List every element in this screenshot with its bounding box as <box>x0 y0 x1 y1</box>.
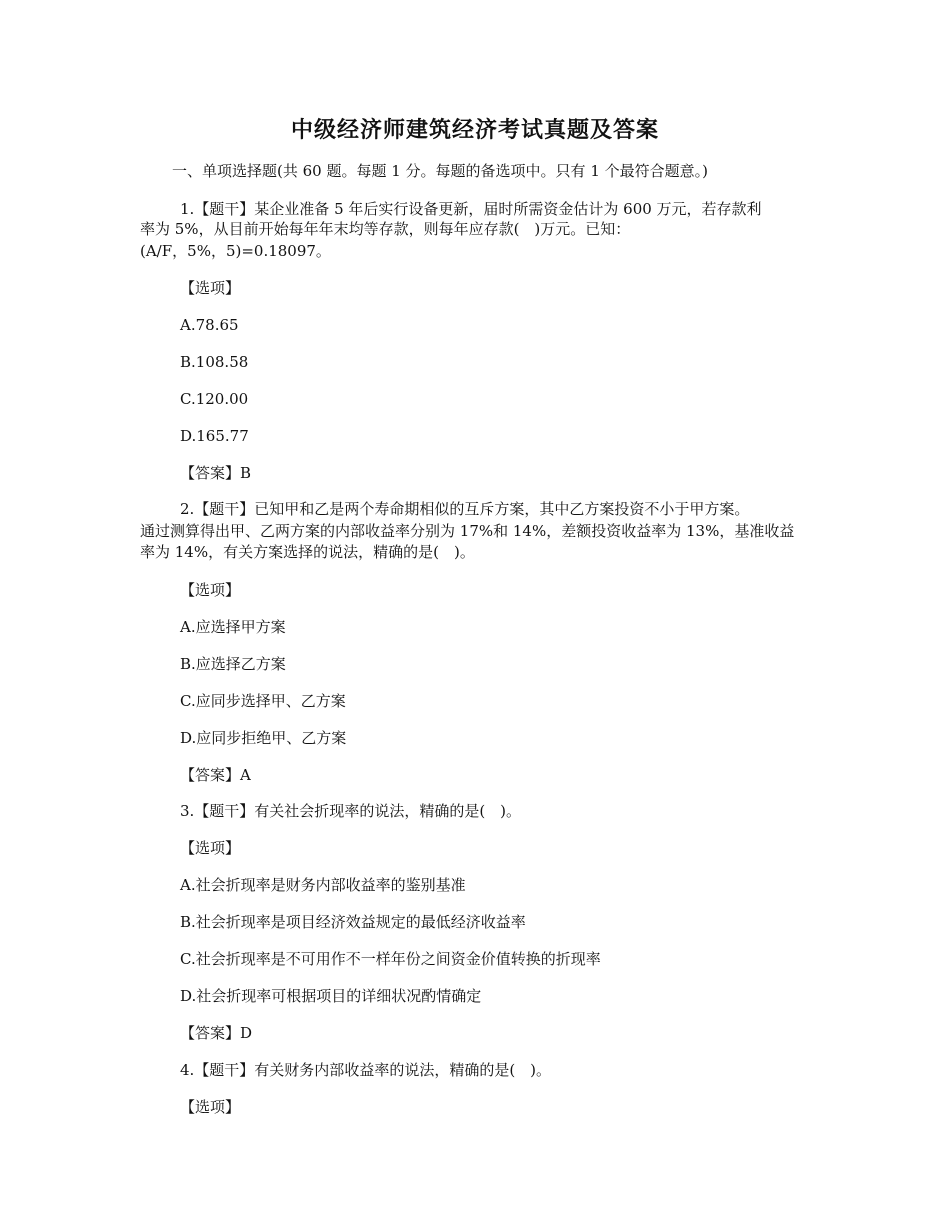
answer: 【答案】D <box>180 1024 253 1042</box>
options-label: 【选项】 <box>180 839 241 857</box>
option-b: B.社会折现率是项目经济效益规定的最低经济收益率 <box>180 913 526 931</box>
option-d: D.165.77 <box>180 427 249 445</box>
option-a: A.社会折现率是财务内部收益率的鉴别基准 <box>180 876 466 894</box>
answer: 【答案】A <box>180 766 251 784</box>
document-title: 中级经济师建筑经济考试真题及答案 <box>290 117 659 143</box>
question-stem-line: (A/F，5%，5)=0.18097。 <box>140 242 331 260</box>
option-b: B.应选择乙方案 <box>180 655 286 673</box>
options-label: 【选项】 <box>180 581 241 599</box>
option-a: A.78.65 <box>180 316 239 334</box>
option-a: A.应选择甲方案 <box>180 618 286 636</box>
question-stem-line: 2.【题干】已知甲和乙是两个寿命期相似的互斥方案，其中乙方案投资不小于甲方案。 <box>180 500 750 518</box>
option-d: D.社会折现率可根据项目的详细状况酌情确定 <box>180 987 482 1005</box>
options-label: 【选项】 <box>180 1098 241 1116</box>
question-stem-line: 4.【题干】有关财务内部收益率的说法，精确的是( )。 <box>180 1061 552 1079</box>
options-label: 【选项】 <box>180 279 241 297</box>
question-stem-line: 率为 14%，有关方案选择的说法，精确的是( )。 <box>140 543 475 561</box>
section-heading: 一、单项选择题(共 60 题。每题 1 分。每题的备选项中。只有 1 个最符合题意。) <box>172 162 708 180</box>
answer: 【答案】B <box>180 464 252 482</box>
option-c: C.120.00 <box>180 390 249 408</box>
question-stem-line: 通过测算得出甲、乙两方案的内部收益率分别为 17%和 14%，差额投资收益率为 13%，基准收益 <box>140 522 795 540</box>
option-c: C.应同步选择甲、乙方案 <box>180 692 346 710</box>
option-c: C.社会折现率是不可用作不一样年份之间资金价值转换的折现率 <box>180 950 601 968</box>
option-b: B.108.58 <box>180 353 249 371</box>
question-stem-line: 率为 5%，从目前开始每年年末均等存款，则每年应存款( )万元。已知： <box>140 220 631 238</box>
option-d: D.应同步拒绝甲、乙方案 <box>180 729 347 747</box>
question-stem-line: 1.【题干】某企业准备 5 年后实行设备更新，届时所需资金估计为 600 万元，若存款利 <box>180 200 762 218</box>
question-stem-line: 3.【题干】有关社会折现率的说法，精确的是( )。 <box>180 802 522 820</box>
